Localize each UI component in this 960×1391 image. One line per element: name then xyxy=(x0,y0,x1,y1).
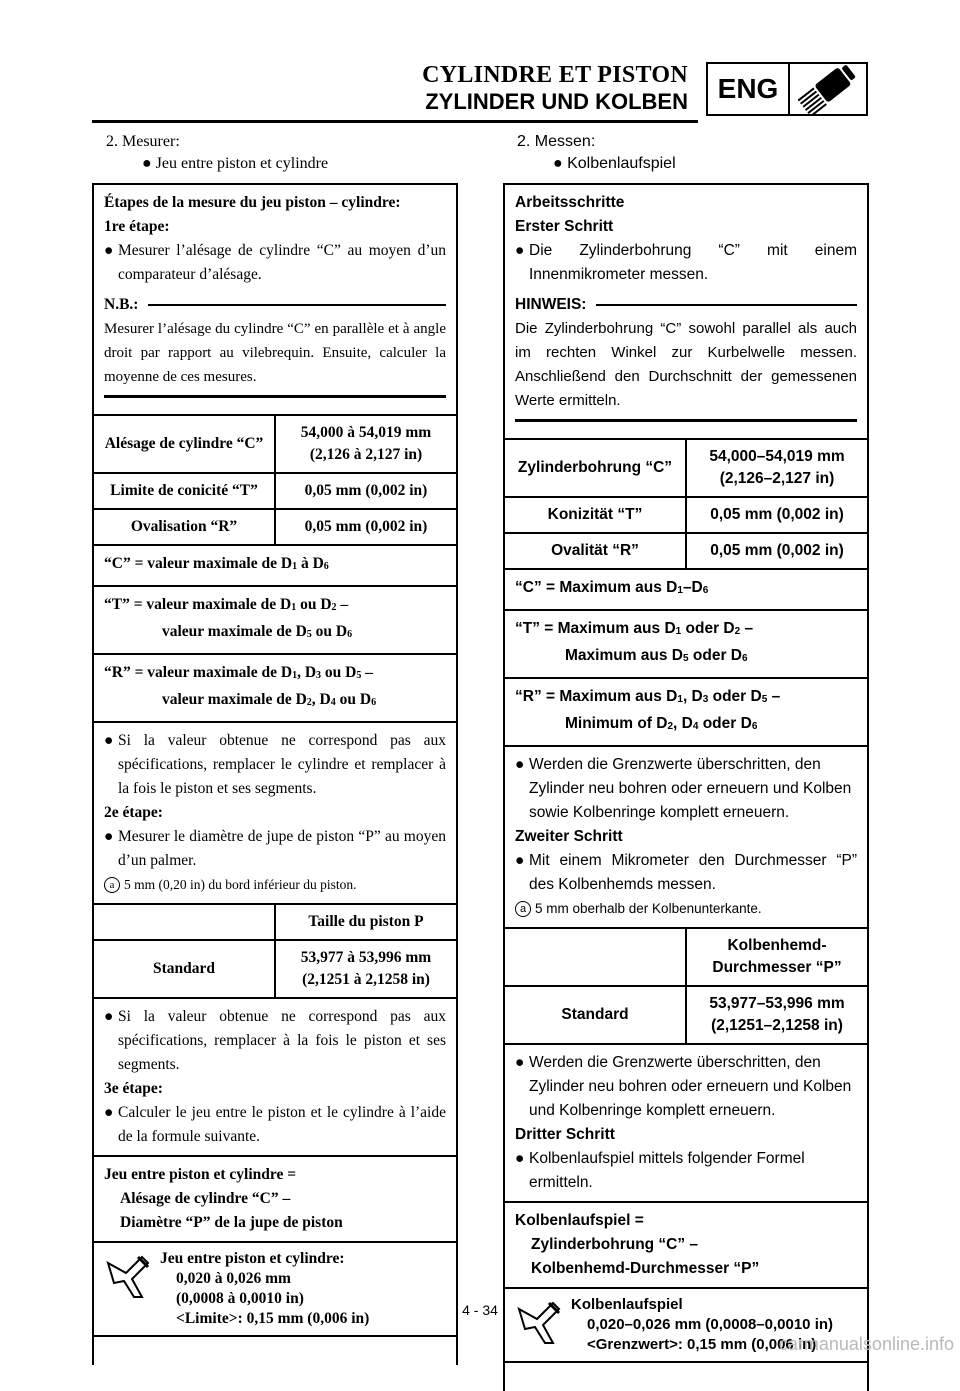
step-3-heading: Dritter Schritt xyxy=(515,1126,615,1143)
note-body: Mesurer l’alésage du cylindre “C” en parallèle et à angle droit par rapport au vilebrequin. Ensuite, calculer la moyenne de ces mesures. xyxy=(104,317,446,398)
note-heading: N.B.: xyxy=(104,293,446,317)
header-title-fr: CYLINDRE ET PISTON xyxy=(422,62,688,88)
formula-r: “R” = valeur maximale de $D_1$, $D_3$ ou $D_5$ – valeur maximale de $D_2$, $D_4$ ou $D_6$ xyxy=(94,655,456,723)
header-rule xyxy=(92,120,698,123)
piston-size-table xyxy=(505,929,867,1045)
step-heading: 2. Mesurer: xyxy=(106,133,180,150)
procedure-box xyxy=(92,183,458,1337)
step-2-section xyxy=(505,747,867,929)
step-2-heading: Zweiter Schritt xyxy=(515,828,623,845)
table-row: Limite de conicité “T” 0,05 mm (0,002 in) xyxy=(94,473,456,509)
step-3-bullet: ● Calculer le jeu entre le piston et le cylindre à l’aide de la formule suivante. xyxy=(104,1104,446,1145)
note-a: a 5 mm (0,20 in) du bord inférieur du piston. xyxy=(104,873,446,897)
column-french xyxy=(92,125,458,1365)
engine-piston-icon xyxy=(790,62,868,116)
table-row: Taille du piston P xyxy=(94,905,456,940)
watermark: carmanualsonline.info xyxy=(778,1334,954,1354)
table-row: Konizität “T” 0,05 mm (0,002 in) xyxy=(505,497,867,533)
procedure-title: Étapes de la mesure du jeu piston – cylindre: xyxy=(104,194,401,211)
formula-c: “C” = valeur maximale de $D_1$ à $D_6$ xyxy=(94,546,456,587)
table-row: Standard 53,977–53,996 mm (2,1251–2,1258 in) xyxy=(505,986,867,1043)
step-2-bullet: ● Mesurer le diamètre de jupe de piston “P” au moyen d’un palmer. xyxy=(104,828,446,869)
procedure-box xyxy=(503,183,869,1363)
step-1-result-bullet: ● Si la valeur obtenue ne correspond pas aux spécifications, remplacer le cylindre et remplacer à la fois le piston et ses segments. xyxy=(104,732,446,797)
procedure-intro xyxy=(505,185,867,440)
note-heading: HINWEIS: xyxy=(515,293,857,317)
procedure-title: Arbeitsschritte xyxy=(515,194,625,211)
page-number: 4 - 34 xyxy=(462,1302,498,1318)
note-body: Die Zylinderbohrung “C” sowohl parallel als auch im rechten Winkel zur Kurbelwelle messen. Anschließend den Durchschnitt der gemessenen Werte ermitteln. xyxy=(515,317,857,422)
step-3-section xyxy=(505,1045,867,1203)
table-row: Ovalisation “R” 0,05 mm (0,002 in) xyxy=(94,509,456,544)
formula-c: “C” = Maximum aus $D_1-D_6$ xyxy=(505,570,867,611)
table-row: Kolbenhemd-Durchmesser “P” xyxy=(505,929,867,986)
column-german xyxy=(503,125,869,1391)
column-border-tail xyxy=(503,1363,869,1391)
clearance-limit: Kolbenlaufspiel 0,020–0,026 mm (0,0008–0,0010 in) <Grenzwert>: 0,15 mm (0,006 in) xyxy=(505,1289,867,1361)
step-1-heading: 1re étape: xyxy=(104,218,170,235)
table-row: Zylinderbohrung “C” 54,000–54,019 mm (2,126–2,127 in) xyxy=(505,440,867,497)
procedure-intro xyxy=(94,185,456,416)
step-3-section xyxy=(94,999,456,1157)
step-2-heading: 2e étape: xyxy=(104,804,163,821)
step-2-section xyxy=(94,723,456,905)
formula-t: “T” = valeur maximale de $D_1$ ou $D_2$ – valeur maximale de $D_5$ ou $D_6$ xyxy=(94,587,456,655)
step-2-result-bullet: ● Si la valeur obtenue ne correspond pas aux spécifications, remplacer à la fois le piston et ses segments. xyxy=(104,1008,446,1073)
callout-a-icon: a xyxy=(515,901,531,917)
header-title-de: ZYLINDER UND KOLBEN xyxy=(425,89,688,114)
table-row: Alésage de cylindre “C” 54,000 à 54,019 mm (2,126 à 2,127 in) xyxy=(94,416,456,473)
step-1-bullet: ● Die Zylinderbohrung “C” mit einem Innenmikrometer messen. xyxy=(515,242,857,283)
piston-size-table xyxy=(94,905,456,999)
step-item: ● Kolbenlaufspiel xyxy=(553,155,676,172)
formula-t: “T” = Maximum aus $D_1$ oder $D_2$ – Maximum aus $D_5$ oder $D_6$ xyxy=(505,611,867,679)
clearance-formula: Jeu entre piston et cylindre = Alésage de cylindre “C” – Diamètre “P” de la jupe de piston xyxy=(94,1157,456,1243)
step-1-bullet: ● Mesurer l’alésage de cylindre “C” au moyen d’un comparateur d’alésage. xyxy=(104,242,446,283)
step-heading: 2. Messen: xyxy=(517,133,596,150)
step-2-result-bullet: ● Werden die Grenzwerte überschritten, den Zylinder neu bohren oder erneuern und Kolben und Kolbenringe komplett erneuern. xyxy=(515,1054,852,1119)
step-3-heading: 3e étape: xyxy=(104,1080,163,1097)
spec-table xyxy=(505,440,867,570)
eng-badge: ENG xyxy=(706,62,790,116)
callout-a-icon: a xyxy=(104,877,120,893)
wrench-caliper-icon xyxy=(104,1253,152,1299)
spec-table xyxy=(94,416,456,546)
clearance-formula: Kolbenlaufspiel = Zylinderbohrung “C” – Kolbenhemd-Durchmesser “P” xyxy=(505,1203,867,1289)
column-border-tail xyxy=(92,1337,458,1365)
step-1-heading: Erster Schritt xyxy=(515,218,614,235)
step-2-bullet: ● Mit einem Mikrometer den Durchmesser “P” des Kolbenhemds messen. xyxy=(515,852,857,893)
formula-r: “R” = Maximum aus $D_1$, $D_3$ oder $D_5$ – Minimum of $D_2$, $D_4$ oder $D_6$ xyxy=(505,679,867,747)
clearance-limit: Jeu entre piston et cylindre: 0,020 à 0,026 mm (0,0008 à 0,0010 in) <Limite>: 0,15 mm (0,006 in) xyxy=(94,1243,456,1335)
step-item: ● Jeu entre piston et cylindre xyxy=(142,155,329,172)
table-row: Standard 53,977 à 53,996 mm (2,1251 à 2,1258 in) xyxy=(94,940,456,997)
step-3-bullet: ● Kolbenlaufspiel mittels folgender Formel ermitteln. xyxy=(515,1150,805,1191)
table-row: Ovalität “R” 0,05 mm (0,002 in) xyxy=(505,533,867,568)
step-1-result-bullet: ● Werden die Grenzwerte überschritten, den Zylinder neu bohren oder erneuern und Kolben sowie Kolbenringe komplett erneuern. xyxy=(515,756,852,821)
note-a: a 5 mm oberhalb der Kolbenunterkante. xyxy=(515,897,857,921)
